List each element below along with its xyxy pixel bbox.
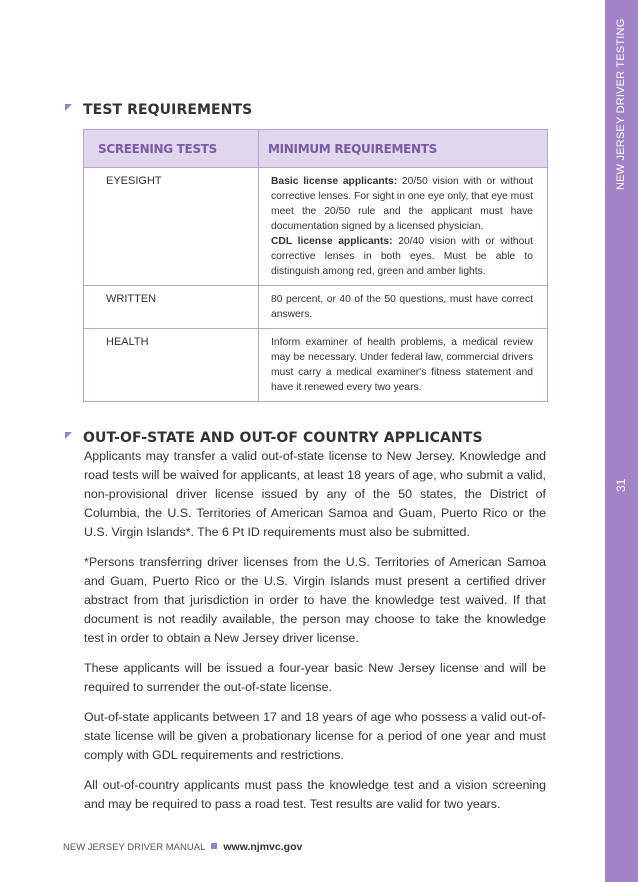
table-row xyxy=(84,329,548,402)
table-row xyxy=(84,168,548,286)
sidebar-title xyxy=(605,0,638,200)
paragraph: All out-of-country applicants must pass the knowledge test and a vision screening and may be required to pass a road test. Test results are valid for two years. xyxy=(84,778,546,811)
cdl-license-text: 20/40 vision with or without corrective lenses in both eyes. Must be able to distinguish among red, green and amber lights. xyxy=(271,236,533,277)
footer-url-link[interactable]: www.njmvc.gov xyxy=(223,841,303,853)
test-name: HEALTH xyxy=(84,329,259,402)
page-number xyxy=(605,460,638,500)
table-header-row xyxy=(84,130,548,168)
basic-license-text: 20/50 vision with or without corrective lenses. For sight in one eye only, that eye must meet the 20/50 rule and the applicant must have documentation signed by a licensed physician. xyxy=(271,176,533,232)
sidebar-title-text: NEW JERSEY DRIVER TESTING xyxy=(615,18,627,190)
square-bullet-icon xyxy=(211,843,217,849)
paragraph: These applicants will be issued a four-year basic New Jersey license and will be required to surrender the out-of-state license. xyxy=(84,661,546,694)
page-footer xyxy=(63,841,302,853)
paragraph: *Persons transferring driver licenses from the U.S. Territories of American Samoa and Guam, Puerto Rico or the U.S. Virgin Islands must present a certified driver abstract from that jurisdiction in order to have the knowledge test waived. If that document is not readily available, the person may choose to take the knowledge test in order to obtain a New Jersey driver license. xyxy=(84,555,546,645)
requirements-table xyxy=(83,129,548,402)
section-heading-test-requirements: TEST REQUIREMENTS xyxy=(83,102,253,118)
requirement-text: Inform examiner of health problems, a medical review may be necessary. Under federal law, commercial drivers must carry a medical examiner's fitness statement and have it renewed every two years. xyxy=(259,329,548,402)
test-name: EYESIGHT xyxy=(84,168,259,286)
basic-license-label: Basic license applicants: xyxy=(271,176,398,187)
page-number-text: 31 xyxy=(614,478,628,492)
test-name: WRITTEN xyxy=(84,286,259,329)
body-text xyxy=(84,447,546,825)
paragraph: Applicants may transfer a valid out-of-state license to New Jersey. Knowledge and road tests will be waived for applicants, at least 18 years of age, who submit a valid, non-provisional driver license issued by any of the 50 states, the District of Columbia, the U.S. Territories of American Samoa and Guam, Puerto Rico or the U.S. Virgin Islands*. The 6 Pt ID requirements must also be submitted. xyxy=(84,449,546,539)
section-marker-icon xyxy=(65,104,72,111)
section-heading-out-of-state: OUT-OF-STATE AND OUT-OF COUNTRY APPLICANTS xyxy=(83,430,483,446)
requirement-text: 80 percent, or 40 of the 50 questions, must have correct answers. xyxy=(259,286,548,329)
table-row xyxy=(84,286,548,329)
sidebar-band xyxy=(605,0,638,882)
column-header-screening-tests: SCREENING TESTS xyxy=(84,130,259,168)
column-header-minimum-requirements: MINIMUM REQUIREMENTS xyxy=(259,130,548,168)
requirement-text xyxy=(259,168,548,286)
paragraph: Out-of-state applicants between 17 and 18 years of age who possess a valid out-of-state license will be given a probationary license for a period of one year and must comply with GDL requirements and restrictions. xyxy=(84,710,546,762)
section-marker-icon xyxy=(65,432,72,439)
footer-manual-title: NEW JERSEY DRIVER MANUAL xyxy=(63,842,206,853)
cdl-license-label: CDL license applicants: xyxy=(271,236,393,247)
